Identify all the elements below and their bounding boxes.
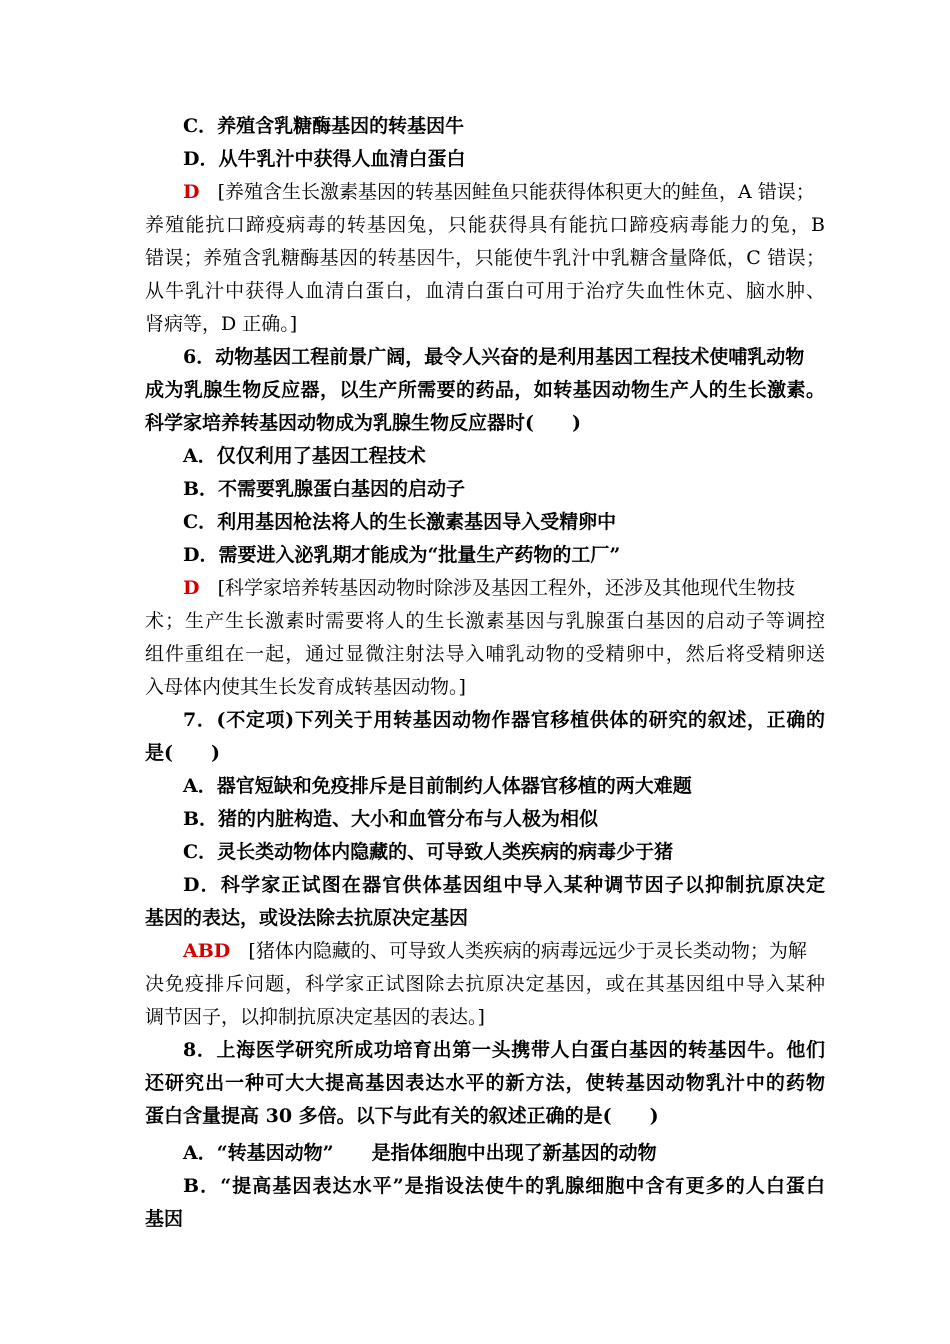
q7-option-c: C．灵长类动物体内隐藏的、可导致人类疾病的病毒少于猪: [183, 841, 674, 863]
q5-explanation-line-5: 肾病等，D 正确。]: [145, 313, 298, 335]
q7-explanation-line-2: 决免疫排斥问题，科学家正试图除去抗原决定基因，或在其基因组中导入某种: [145, 973, 825, 995]
q7-option-d-line-2: 基因的表达，或设法除去抗原决定基因: [145, 907, 469, 929]
q6-option-b: B．不需要乳腺蛋白基因的启动子: [183, 478, 466, 500]
q6-option-c: C．利用基因枪法将人的生长激素基因导入受精卵中: [183, 511, 617, 533]
q6-answer: D: [183, 577, 200, 599]
q8-option-b-line-2: 基因: [145, 1208, 184, 1230]
q6-stem-line-2: 成为乳腺生物反应器，以生产所需要的药品，如转基因动物生产人的生长激素。: [145, 379, 825, 401]
q6-option-d: D．需要进入泌乳期才能成为“批量生产药物的工厂”: [183, 544, 621, 566]
q6-explanation-line-4: 入母体内使其生长发育成转基因动物。]: [145, 676, 466, 698]
q7-option-d-line-1: D．科学家正试图在器官供体基因组中导入某种调节因子以抑制抗原决定: [183, 874, 825, 896]
q6-explanation-line-1: D [科学家培养转基因动物时除涉及基因工程外，还涉及其他现代生物技: [183, 577, 796, 599]
q5-explanation-line-4: 从牛乳汁中获得人血清白蛋白，血清白蛋白可用于治疗失血性休克、脑水肿、: [145, 280, 825, 302]
q8-stem-line-2: 还研究出一种可大大提高基因表达水平的新方法，使转基因动物乳汁中的药物: [145, 1072, 825, 1094]
q7-answer: ABD: [183, 940, 231, 962]
q6-explanation-line-2: 术；生产生长激素时需要将人的生长激素基因与乳腺蛋白基因的启动子等调控: [145, 610, 825, 632]
q6-stem-line-3: 科学家培养转基因动物成为乳腺生物反应器时( ): [145, 412, 581, 434]
q7-stem-line-1: 7．(不定项)下列关于用转基因动物作器官移植供体的研究的叙述，正确的: [183, 709, 825, 731]
q7-explanation-line-3: 调节因子，以抑制抗原决定基因的表达。]: [145, 1006, 485, 1028]
q6-option-a: A．仅仅利用了基因工程技术: [183, 445, 426, 467]
q5-explanation-line-1: D [养殖含生长激素基因的转基因鲑鱼只能获得体积更大的鲑鱼，A 错误；: [183, 181, 815, 203]
q7-stem-line-2: 是( ): [145, 742, 220, 764]
q8-option-a: A．“转基因动物” 是指体细胞中出现了新基因的动物: [183, 1142, 657, 1164]
q6-stem-line-1: 6．动物基因工程前景广阔，最令人兴奋的是利用基因工程技术使哺乳动物: [183, 346, 805, 368]
q5-option-c: C．养殖含乳糖酶基因的转基因牛: [183, 115, 465, 137]
q7-option-b: B．猪的内脏构造、大小和血管分布与人极为相似: [183, 808, 599, 830]
q5-option-d: D．从牛乳汁中获得人血清白蛋白: [183, 148, 466, 170]
q7-option-a: A．器官短缺和免疫排斥是目前制约人体器官移植的两大难题: [183, 775, 692, 797]
q8-option-b-line-1: B．“提高基因表达水平”是指设法使牛的乳腺细胞中含有更多的人白蛋白: [183, 1175, 825, 1197]
q5-explanation-line-2: 养殖能抗口蹄疫病毒的转基因兔，只能获得具有能抗口蹄疫病毒能力的兔，B: [145, 214, 825, 236]
q8-stem-line-3: 蛋白含量提高 30 多倍。以下与此有关的叙述正确的是( ): [145, 1105, 659, 1127]
q8-stem-line-1: 8．上海医学研究所成功培育出第一头携带人白蛋白基因的转基因牛。他们: [183, 1039, 825, 1061]
q7-explanation-line-1: ABD [猪体内隐藏的、可导致人类疾病的病毒远远少于灵长类动物；为解: [183, 940, 807, 962]
q6-explanation-line-3: 组件重组在一起，通过显微注射法导入哺乳动物的受精卵中，然后将受精卵送: [145, 643, 825, 665]
q5-explanation-line-3: 错误；养殖含乳糖酶基因的转基因牛，只能使牛乳汁中乳糖含量降低，C 错误；: [145, 247, 825, 269]
q5-answer: D: [183, 181, 200, 203]
